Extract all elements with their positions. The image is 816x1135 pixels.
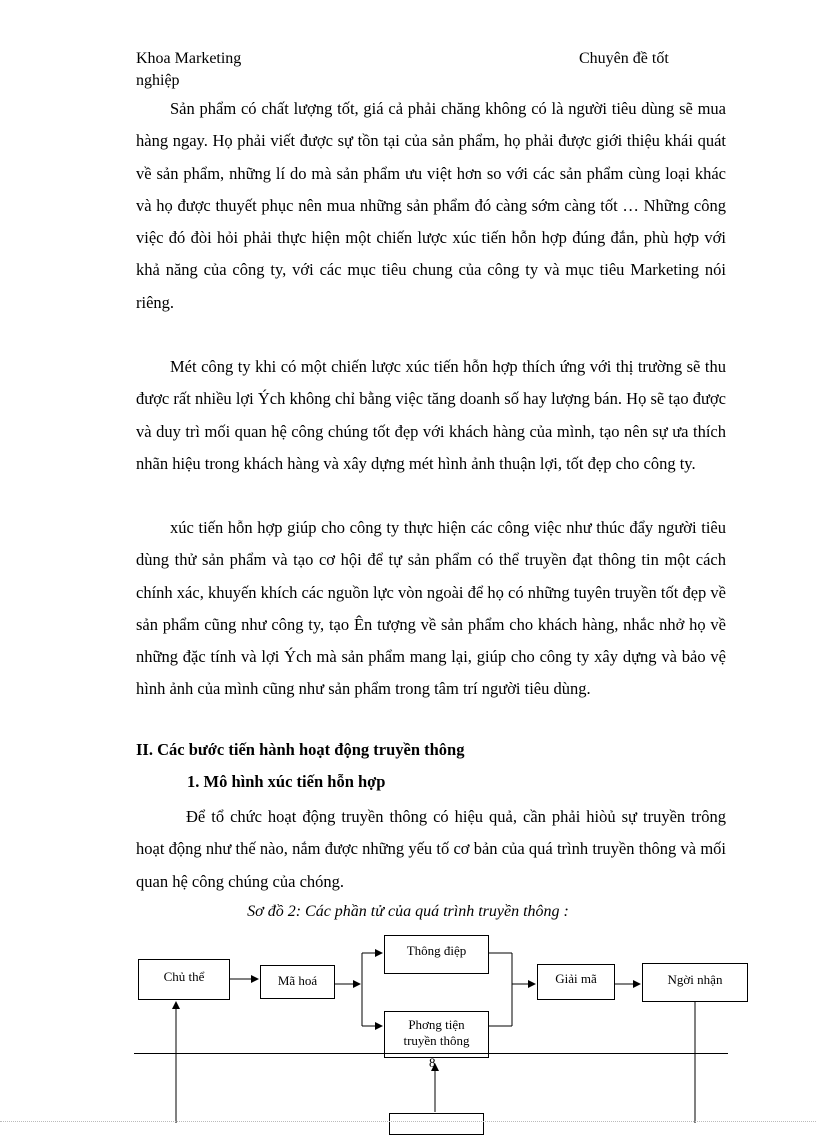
diagram-node-decode (537, 964, 615, 1000)
page-header-left: Khoa Marketing (136, 50, 242, 67)
diagram-node-encode (260, 965, 335, 999)
node-label: Chủ thể (163, 969, 205, 984)
subsection-heading: 1. Mô hình xúc tiến hỗn hợp (187, 772, 386, 791)
footer-rule (134, 1053, 728, 1054)
body-paragraph: Sản phẩm có chất lượng tốt, giá cả phải chăng không có là người tiêu dùng sẽ mua hàng ngay. Họ phải viết được sự tồn tại của sản phẩm, họ phải được giới thiệu khái quát về sản phẩm, những lí do mà sản phẩm ưu việt hơn so với các sản phẩm cùng loại khác và họ được thuyết phục nên mua những sản phẩm đó càng sớm càng tốt … Những công việc đó đòi hỏi phải thực hiện một chiến lược xúc tiến hỗn hợp đúng đắn, phù hợp với khả năng của công ty, với các mục tiêu chung của công ty và mục tiêu Marketing nói riêng. (136, 99, 726, 312)
node-label: Thông điệp (406, 943, 467, 958)
page-header-left-continued: nghiệp (136, 72, 180, 89)
body-paragraph: xúc tiến hỗn hợp giúp cho công ty thực hiện các công việc như thúc đẩy người tiêu dùng thử sản phẩm và tạo cơ hội để tự sản phẩm có thể truyền đạt thông tin một cách chính xác, khuyến khích các nguồn lực vòn ngoài để họ có những tuyên truyền tốt đẹp về sản phẩm cũng như công ty, tạo Ên tượng về sản phẩm cho khách hàng, nhắc nhở họ về những đặc tính và lợi Ých mà sản phẩm mang lại, giúp cho công ty xây dựng và bảo vệ hình ảnh của mình cũng như sản phẩm trong tâm trí người tiêu dùng. (136, 518, 726, 699)
node-label: Ngời nhận (667, 972, 723, 987)
diagram-node-sender (138, 959, 230, 1000)
page-number: 8 (429, 1055, 436, 1070)
body-paragraph: Để tổ chức hoạt động truyền thông có hiệu quả, cần phải hiòủ sự truyền trông hoạt động như thế nào, nắm được những yếu tố cơ bản của quá trình truyền thông và mối quan hệ công chúng của chóng. (136, 807, 726, 891)
diagram-node-receiver (642, 963, 748, 1002)
node-label: Phơng tiện (408, 1017, 465, 1032)
diagram-caption: Sơ đồ 2: Các phần tử của quá trình truyền thông : (247, 903, 569, 920)
node-label: Mã hoá (277, 973, 318, 988)
section-heading: II. Các bước tiến hành hoạt động truyền thông (136, 740, 465, 759)
page-header-right: Chuyên đề tốt (579, 50, 669, 67)
node-label: Giải mã (555, 971, 597, 986)
node-label: truyền thông (403, 1033, 470, 1048)
body-paragraph: Mét công ty khi có một chiến lược xúc tiến hỗn hợp thích ứng với thị trường sẽ thu được rất nhiều lợi Ých không chỉ bằng việc tăng doanh số hay lượng bán. Họ sẽ tạo được và duy trì mối quan hệ công chúng tốt đẹp với khách hàng của mình, tạo nên sự ưa thích nhãn hiệu trong khách hàng và xây dựng mét hình ảnh thuận lợi, tốt đẹp cho công ty. (136, 357, 726, 473)
diagram-node-message (384, 935, 489, 974)
diagram-node-media (384, 1011, 489, 1058)
diagram-node-noise (389, 1113, 484, 1135)
